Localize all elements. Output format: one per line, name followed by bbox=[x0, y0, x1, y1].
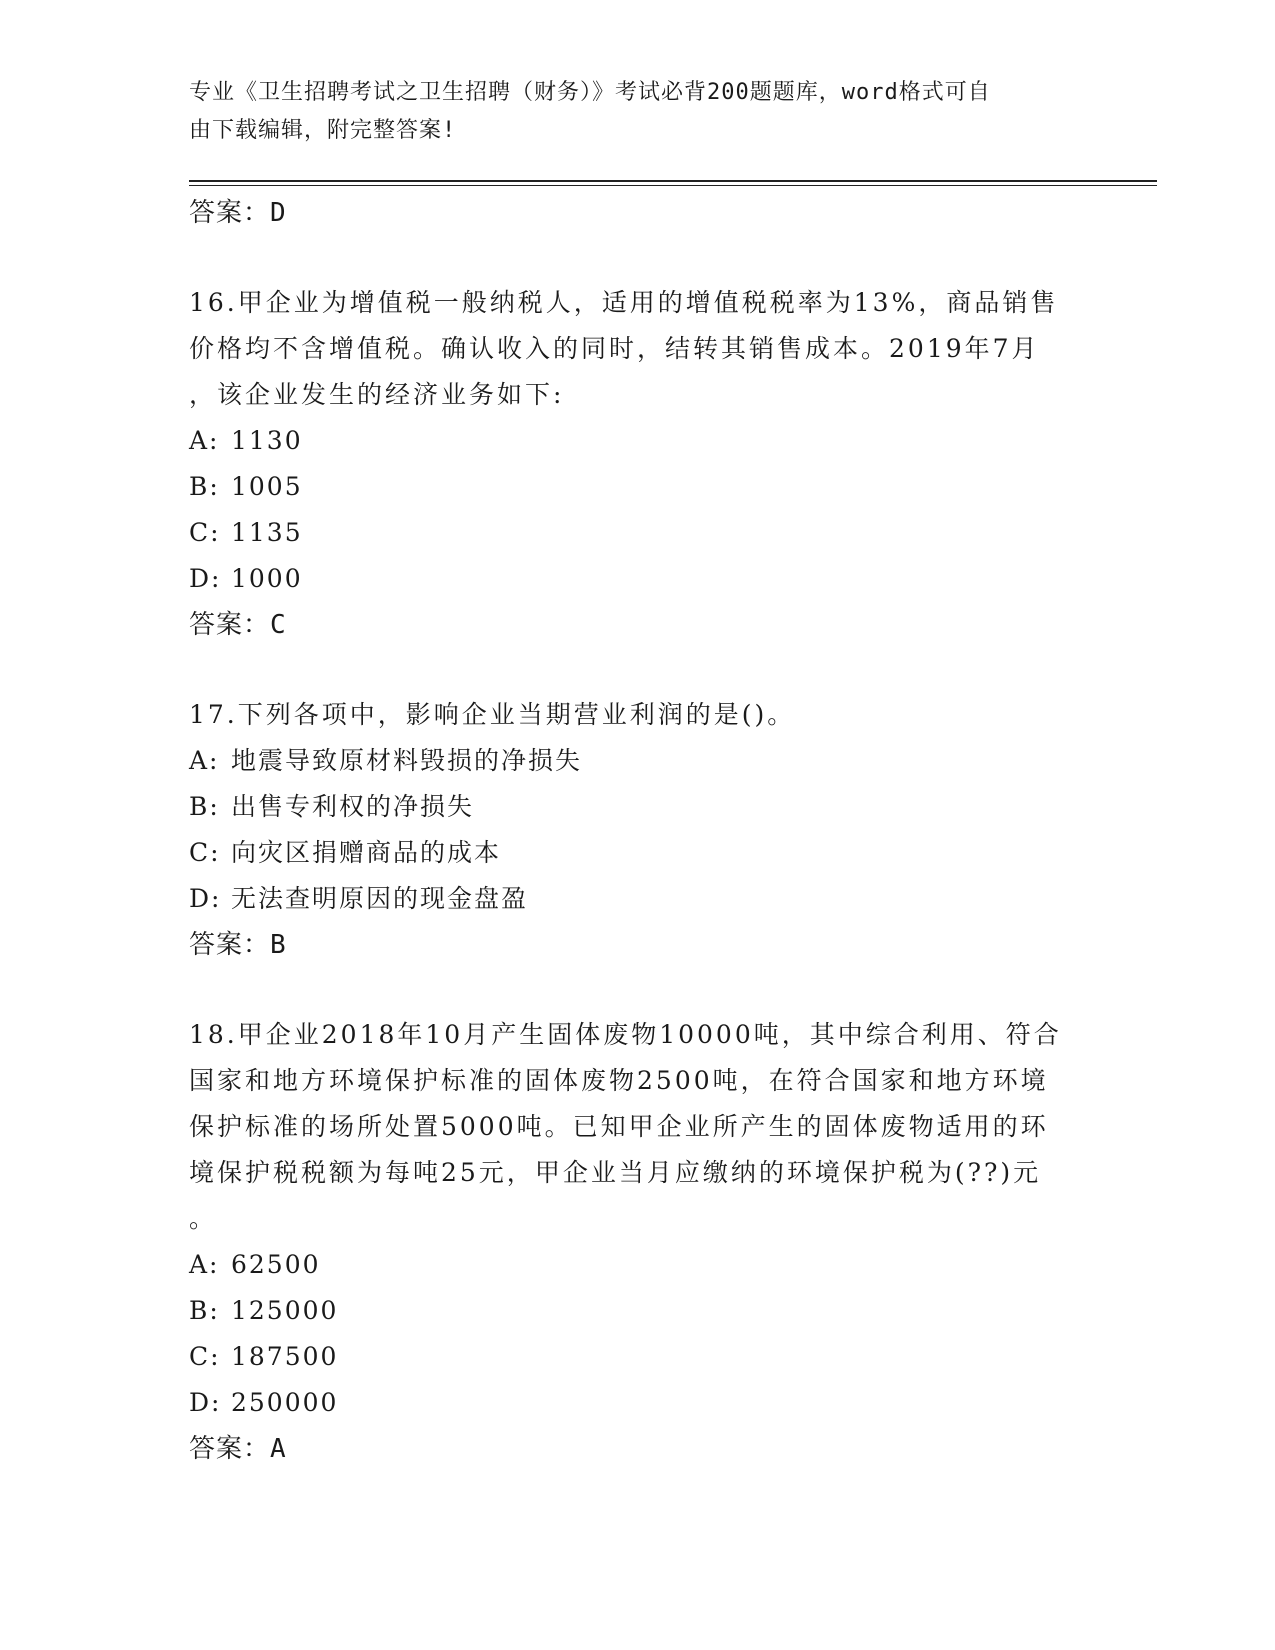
answer-prev: 答案：D bbox=[189, 198, 287, 228]
question-line: 。 bbox=[189, 1204, 218, 1233]
document-body bbox=[189, 190, 1089, 1472]
option-letter: D: bbox=[189, 564, 222, 593]
header-rule-thin bbox=[189, 185, 1157, 186]
option-text: 地震导致原材料毁损的净损失 bbox=[231, 746, 583, 775]
option-letter: C: bbox=[189, 1342, 221, 1371]
option-letter: C: bbox=[189, 518, 221, 547]
answer-17: 答案：B bbox=[189, 930, 287, 960]
option-a bbox=[189, 418, 1089, 464]
question-text-16 bbox=[189, 280, 1089, 418]
option-letter: A: bbox=[189, 746, 220, 775]
option-letter: A: bbox=[189, 426, 220, 455]
option-b bbox=[189, 784, 1089, 830]
option-letter: C: bbox=[189, 838, 221, 867]
header-line-1: 专业《卫生招聘考试之卫生招聘（财务）》考试必背200题题库，word格式可自 bbox=[189, 80, 991, 105]
option-b bbox=[189, 464, 1089, 510]
spacer bbox=[189, 236, 1089, 280]
page-header bbox=[189, 74, 1069, 150]
question-text-18 bbox=[189, 1012, 1089, 1242]
option-letter: B: bbox=[189, 472, 220, 501]
spacer bbox=[189, 648, 1089, 692]
spacer bbox=[189, 968, 1089, 1012]
option-d bbox=[189, 1380, 1089, 1426]
option-c bbox=[189, 510, 1089, 556]
option-letter: D: bbox=[189, 1388, 222, 1417]
option-letter: D: bbox=[189, 884, 222, 913]
option-letter: B: bbox=[189, 1296, 220, 1325]
question-line: 18.甲企业2018年10月产生固体废物10000吨，其中综合利用、符合 bbox=[189, 1020, 1062, 1049]
question-line: 16.甲企业为增值税一般纳税人，适用的增值税税率为13%，商品销售 bbox=[189, 288, 1059, 317]
answer-18: 答案：A bbox=[189, 1434, 287, 1464]
option-text: 250000 bbox=[231, 1388, 339, 1417]
header-rule-thick bbox=[189, 180, 1157, 182]
question-line: 国家和地方环境保护标准的固体废物2500吨，在符合国家和地方环境 bbox=[189, 1066, 1049, 1095]
question-line: 价格均不含增值税。确认收入的同时，结转其销售成本。2019年7月 bbox=[189, 334, 1040, 363]
question-block-16 bbox=[189, 280, 1089, 648]
question-line: ，该企业发生的经济业务如下: bbox=[189, 380, 565, 409]
header-line-2: 由下载编辑，附完整答案! bbox=[189, 118, 457, 143]
option-a bbox=[189, 1242, 1089, 1288]
option-text: 1005 bbox=[231, 472, 303, 501]
option-a bbox=[189, 738, 1089, 784]
question-block-17 bbox=[189, 692, 1089, 968]
option-letter: A: bbox=[189, 1250, 220, 1279]
question-line: 17.下列各项中，影响企业当期营业利润的是()。 bbox=[189, 700, 796, 729]
option-text: 无法查明原因的现金盘盈 bbox=[231, 884, 529, 913]
option-c bbox=[189, 1334, 1089, 1380]
option-text: 向灾区捐赠商品的成本 bbox=[231, 838, 502, 867]
option-text: 出售专利权的净损失 bbox=[231, 792, 475, 821]
option-d bbox=[189, 556, 1089, 602]
option-b bbox=[189, 1288, 1089, 1334]
question-line: 境保护税税额为每吨25元，甲企业当月应缴纳的环境保护税为(??)元 bbox=[189, 1158, 1042, 1187]
option-text: 62500 bbox=[231, 1250, 321, 1279]
option-d bbox=[189, 876, 1089, 922]
answer-16: 答案：C bbox=[189, 610, 287, 640]
option-text: 125000 bbox=[231, 1296, 339, 1325]
option-text: 1000 bbox=[231, 564, 303, 593]
option-text: 187500 bbox=[231, 1342, 339, 1371]
question-line: 保护标准的场所处置5000吨。已知甲企业所产生的固体废物适用的环 bbox=[189, 1112, 1049, 1141]
question-text-17 bbox=[189, 692, 1089, 738]
option-c bbox=[189, 830, 1089, 876]
option-letter: B: bbox=[189, 792, 220, 821]
option-text: 1135 bbox=[231, 518, 303, 547]
question-block-18 bbox=[189, 1012, 1089, 1472]
option-text: 1130 bbox=[231, 426, 303, 455]
